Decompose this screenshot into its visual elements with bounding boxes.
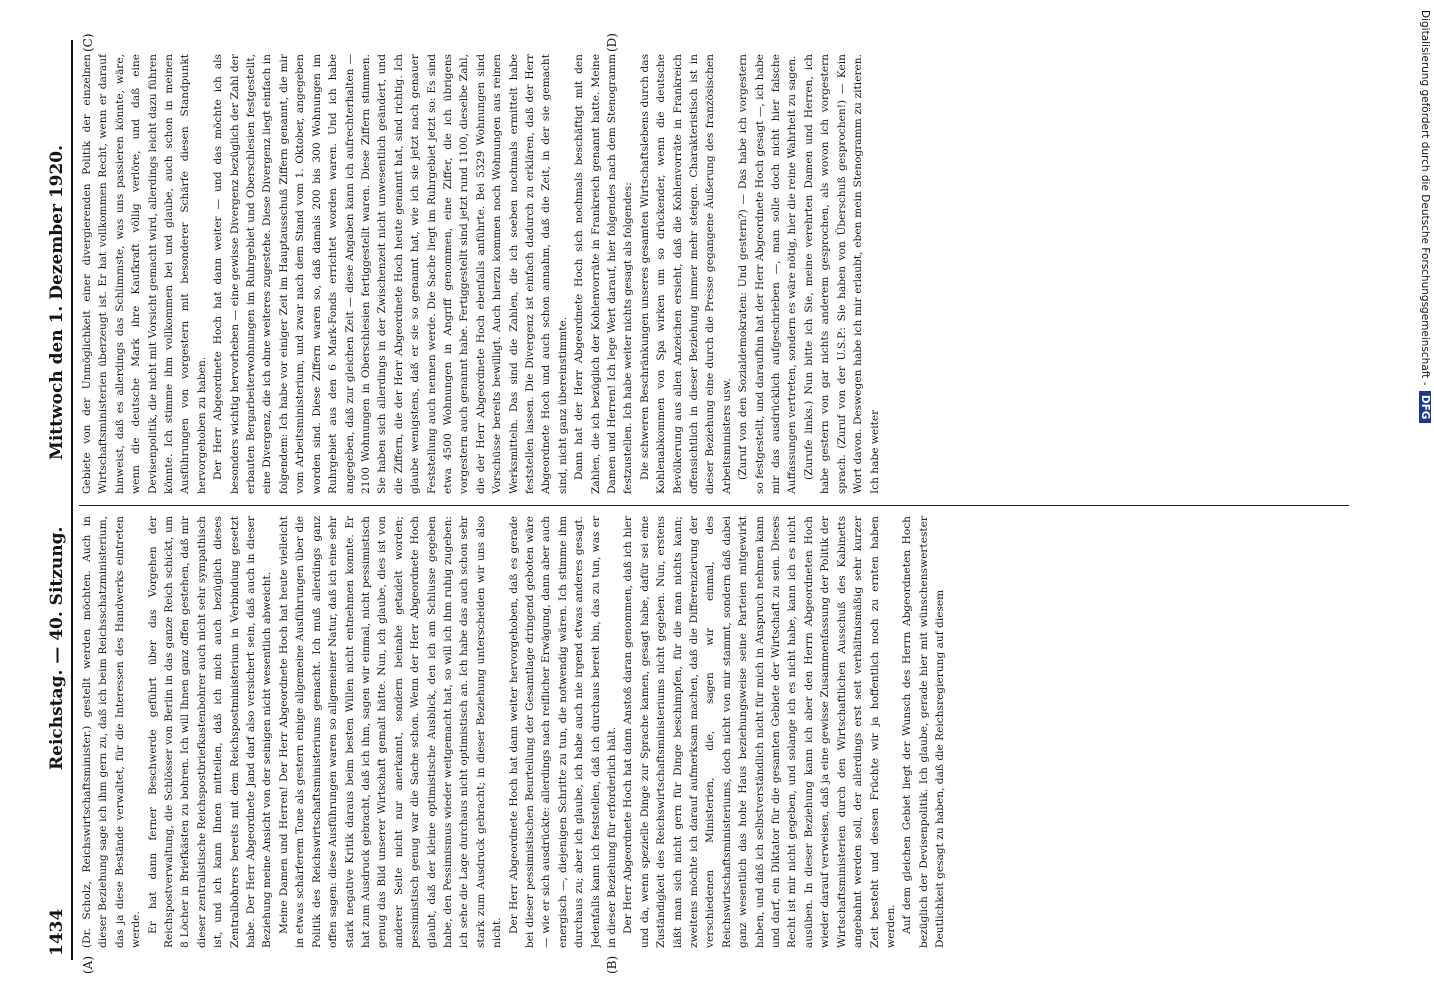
paragraph: Auf dem gleichen Gebiet liegt der Wunsch des Herrn Abgeordneten Hoch bezüglich der Devisenpolitik. Ich glaube, gerade hier mit wünschenswertester Deutlichkeit gesagt zu haben, daß die Reichsregierung auf diesem — [901, 516, 947, 948]
page-number: 1434 — [47, 908, 67, 956]
session-title: Reichstag. — 40. Sitzung. — [47, 526, 67, 770]
paragraph: Der Herr Abgeordnete Hoch hat dann Anstoß daran genommen, daß ich hier und da, wenn spezielle Dinge zur Sprache kamen, gesagt habe, dafür sei eine Zuständigkeit des Reichswirtschaftsministeriums nicht gegeben. Nun, erstens läßt man sich nicht gern für Dinge beschimpfen, für die man nichts kann; zweitens möchte ich darauf aufmerksam machen, daß die Differenzierung der verschiedenen Ministerien, die, sagen wir einmal, des Reichswirtschaftsministeriums, doch nicht von mir stammt, sondern daß dabei ganz wesentlich das hohe Haus beziehungsweise seine Parteien mitgewirkt haben, und daß ich selbstverständlich nicht für mich in Anspruch nehmen kann und darf, ein Diktator für die gesamten Gebiete der Wirtschaft zu sein. Dieses Recht ist mir nicht gegeben, und solange ich es nicht habe, kann ich es nicht ausüben. In dieser Beziehung kann ich aber den Herrn Abgeordneten Hoch wieder darauf verweisen, daß ja eine gewisse Zusammenfassung der Politik der Wirtschaftsministerien durch den Wirtschaftlichen Ausschuß des Kabinetts angebahnt werden soll, der allerdings erst seit verhältnismäßig sehr kurzer Zeit besteht und dessen Früchte wir ja hoffentlich noch zu ernten haben werden. — [622, 516, 897, 948]
paragraph: Meine Damen und Herren! Der Herr Abgeordnete Hoch hat heute vielleicht in etwas schärferem Tone als gestern einige allgemeine Ausführungen über die Politik des Reichswirtschaftsministeriums gemacht. Ich muß allerdings ganz offen sagen: diese Ausführungen waren so allgemeiner Natur, daß ich eine sehr stark negative Kritik daraus beim besten Willen nicht entnehmen konnte. Er hat zum Ausdruck gebracht, daß ich ihm, sagen wir einmal, nicht pessimistisch genug das Bild unserer Wirtschaft gemalt hätte. Nun, ich glaube, dies ist von anderer Seite nicht nur anerkannt, sondern beinahe getadelt worden; pessimistisch genug war die Sache schon. Wenn der Herr Abgeordnete Hoch glaubt, daß der kleine optimistische Ausblick, den ich am Schlusse gegeben habe, den Pessimismus wieder weitgemacht hat, so will ich ihm ruhig zugeben: ich sehe die Lage durchaus nicht optimistisch an. Ich habe das auch schon sehr stark zum Ausdruck gebracht; in dieser Beziehung unterscheiden wir uns also nicht. — [277, 516, 504, 948]
session-date: Mittwoch den 1. Dezember 1920. — [47, 144, 67, 460]
paragraph: Der Herr Abgeordnete Hoch hat dann weiter hervorgehoben, daß es gerade bei dieser pessimistischen Beurteilung der Gesamtlage dringend geboten wäre — wie er sich ausdrückte: allerdings nach reiflicher Erwägung, dann aber auch energisch —, diejenigen Schritte zu tun, die notwendig wären. Ich stimme ihm durchaus zu; aber ich glaube, ich habe auch nie irgend etwas anderes gesagt. Jedenfalls kann ich feststellen, daß ich durchaus bereit bin, das zu tun, was er in dieser Beziehung für erforderlich hält. — [507, 516, 618, 948]
margin-marker-a: (A) — [81, 955, 95, 974]
digitization-credit — [1419, 10, 1431, 423]
paragraph: (Zurufe links.) Nun bitte ich Sie, meine verehrten Damen und Herren, ich habe gestern von gar nichts anderem gesprochen, als wovon ich vorgestern sprach. (Zuruf von der U.S.P.: Sie haben von Überschuß gesprochen!) — Kein Wort davon. Deswegen habe ich mir erlaubt, eben mein Stenogramm zu zitieren. Ich habe weiter — [802, 54, 881, 494]
margin-marker-d: (D) — [605, 33, 619, 52]
printed-page — [45, 33, 1355, 974]
column-divider — [79, 505, 1349, 506]
margin-marker-c: (C) — [81, 33, 95, 52]
dfg-logo: DFG — [1419, 391, 1431, 424]
credit-text: Digitalisierung gefördert durch die Deutsche Forschungsgemeinschaft - — [1419, 10, 1431, 386]
paragraph: Er hat dann ferner Beschwerde geführt über das Vorgehen der Reichspostverwaltung, die Schlösser von Berlin in das ganze Reich schickt, um 8 Löcher in Briefkästen zu bohren. Ich will Ihnen ganz offen gestehen, daß mir dieser zentralistische Reichspostbriefkastenbohrer auch nicht sehr sympathisch ist, und ich kann Ihnen mitteilen, daß ich mich auch bezüglich dieses Zentralbohrers bereits mit dem Reichspostministerium in Verbindung gesetzt habe. Der Herr Abgeordnete Jand darf also versichert sein, daß auch in dieser Beziehung meine Ansicht von der seinigen nicht wesentlich abweicht. — [146, 516, 274, 948]
left-text-column — [79, 516, 1349, 948]
page-header — [45, 40, 73, 960]
paragraph: Gebiete von der Unmöglichkeit einer divergierenden Politik der einzelnen Wirtschaftsministerien überzeugt ist. Er hat vollkommen Recht, wenn er darauf hinweist, daß es allerdings das Schlimmste, was uns passieren könnte, wäre, wenn die deutsche Mark ihre Kaufkraft völlig verlöre, und daß eine Devisenpolitik, die nicht mit Vorsicht gemacht wird, allerdings leicht dazu führen könnte. Ich stimme ihm vollkommen bei und glaube, auch schon in meinen Ausführungen von vorgestern mit besonderer Schärfe diesen Standpunkt hervorgehoben zu haben. — [81, 54, 208, 494]
paragraph: (Zuruf von den Sozialdemokraten: Und gestern?) — Das habe ich vorgestern so festgestellt, und daraufhin hat der Herr Abgeordnete Hoch gesagt —, ich habe mir das ausdrücklich aufgeschrieben —, man solle doch nicht hier falsche Auffassungen vertreten, sondern es wäre nötig, hier die reine Wahrheit zu sagen. — [737, 54, 799, 494]
paragraph: Der Herr Abgeordnete Hoch hat dann weiter — und das möchte ich als besonders wichtig hervorheben — eine gewisse Divergenz bezüglich der Zahl der erbauten Bergarbeiterwohnungen im Ruhrgebiet und Oberschlesien festgestellt, eine Divergenz, die ich ohne weiteres zugestehe. Diese Divergenz liegt einfach in folgendem: Ich habe vor einiger Zeit im Hauptausschuß Ziffern genannt, die mir vom Arbeitsministerium, und zwar nach dem Stand vom 1. Oktober, angegeben worden sind. Diese Ziffern waren so, daß damals 200 bis 300 Wohnungen im Ruhrgebiet aus den 6 Mark-Fonds errichtet worden waren. Und ich habe angegeben, daß zur gleichen Zeit — diese Angaben kann ich aufrechterhalten — 2100 Wohnungen in Oberschlesien fertiggestellt waren. Diese Ziffern stimmen. Sie haben sich allerdings in der Zwischenzeit nicht unwesentlich geändert, und die Ziffern, die der Herr Abgeordnete Hoch heute genannt hat, sind richtig. Ich glaube wenigstens, daß er sie so genannt hat, wie ich sie jetzt nach genauer Feststellung auch nennen werde. Die Sache liegt im Ruhrgebiet jetzt so: Es sind etwa 4500 Wohnungen in Angriff genommen, eine Ziffer, die ich übrigens vorgestern auch genannt habe. Fertiggestellt sind jetzt rund 1100, dieselbe Zahl, die der Herr Abgeordnete Hoch ebenfalls anführte. Bei 5329 Wohnungen sind Vorschüsse bereits bewilligt. Auch hierzu kommen noch Wohnungen aus reinen Werksmitteln. Das sind die Zahlen, die ich soeben nochmals ermittelt habe feststellen lassen. Die Divergenz ist einfach dadurch zu erklären, daß der Herr Abgeordnete Hoch und auch schon annahm, daß die Zeit, in der sie gemacht sind, nicht ganz übereinstimmte. — [212, 54, 569, 494]
paragraph: Die schweren Beschränkungen unseres gesamten Wirtschaftslebens durch das Kohlenabkommen von Spa wirken um so drückender, wenn die deutsche Bevölkerung aus allen Anzeichen ersieht, daß die Kohlenvorräte in Frankreich offensichtlich in dieser Beziehung immer mehr steigen. Charakteristisch ist in dieser Beziehung eine durch die Presse gegangene Äußerung des französischen Arbeitsministers usw. — [638, 54, 733, 494]
right-text-column — [79, 54, 1349, 494]
paragraph: (Dr. Scholz, Reichswirtschaftsminister.) gestellt werden möchten. Auch in dieser Beziehung sage ich ihm gern zu, daß ich beim Reichsschatzministerium, das ja diese Bestände verwaltet, für die Interessen des Handwerks eintreten werde. — [81, 516, 143, 948]
margin-marker-b: (B) — [605, 955, 619, 974]
paragraph: Dann hat der Herr Abgeordnete Hoch sich nochmals beschäftigt mit den Zahlen, die ich bezüglich der Kohlenvorräte in Frankreich genannt hatte. Meine Damen und Herren! Ich lege Wert darauf, hier folgendes nach dem Stenogramm festzustellen. Ich habe weiter nichts gesagt als folgendes: — [573, 54, 635, 494]
